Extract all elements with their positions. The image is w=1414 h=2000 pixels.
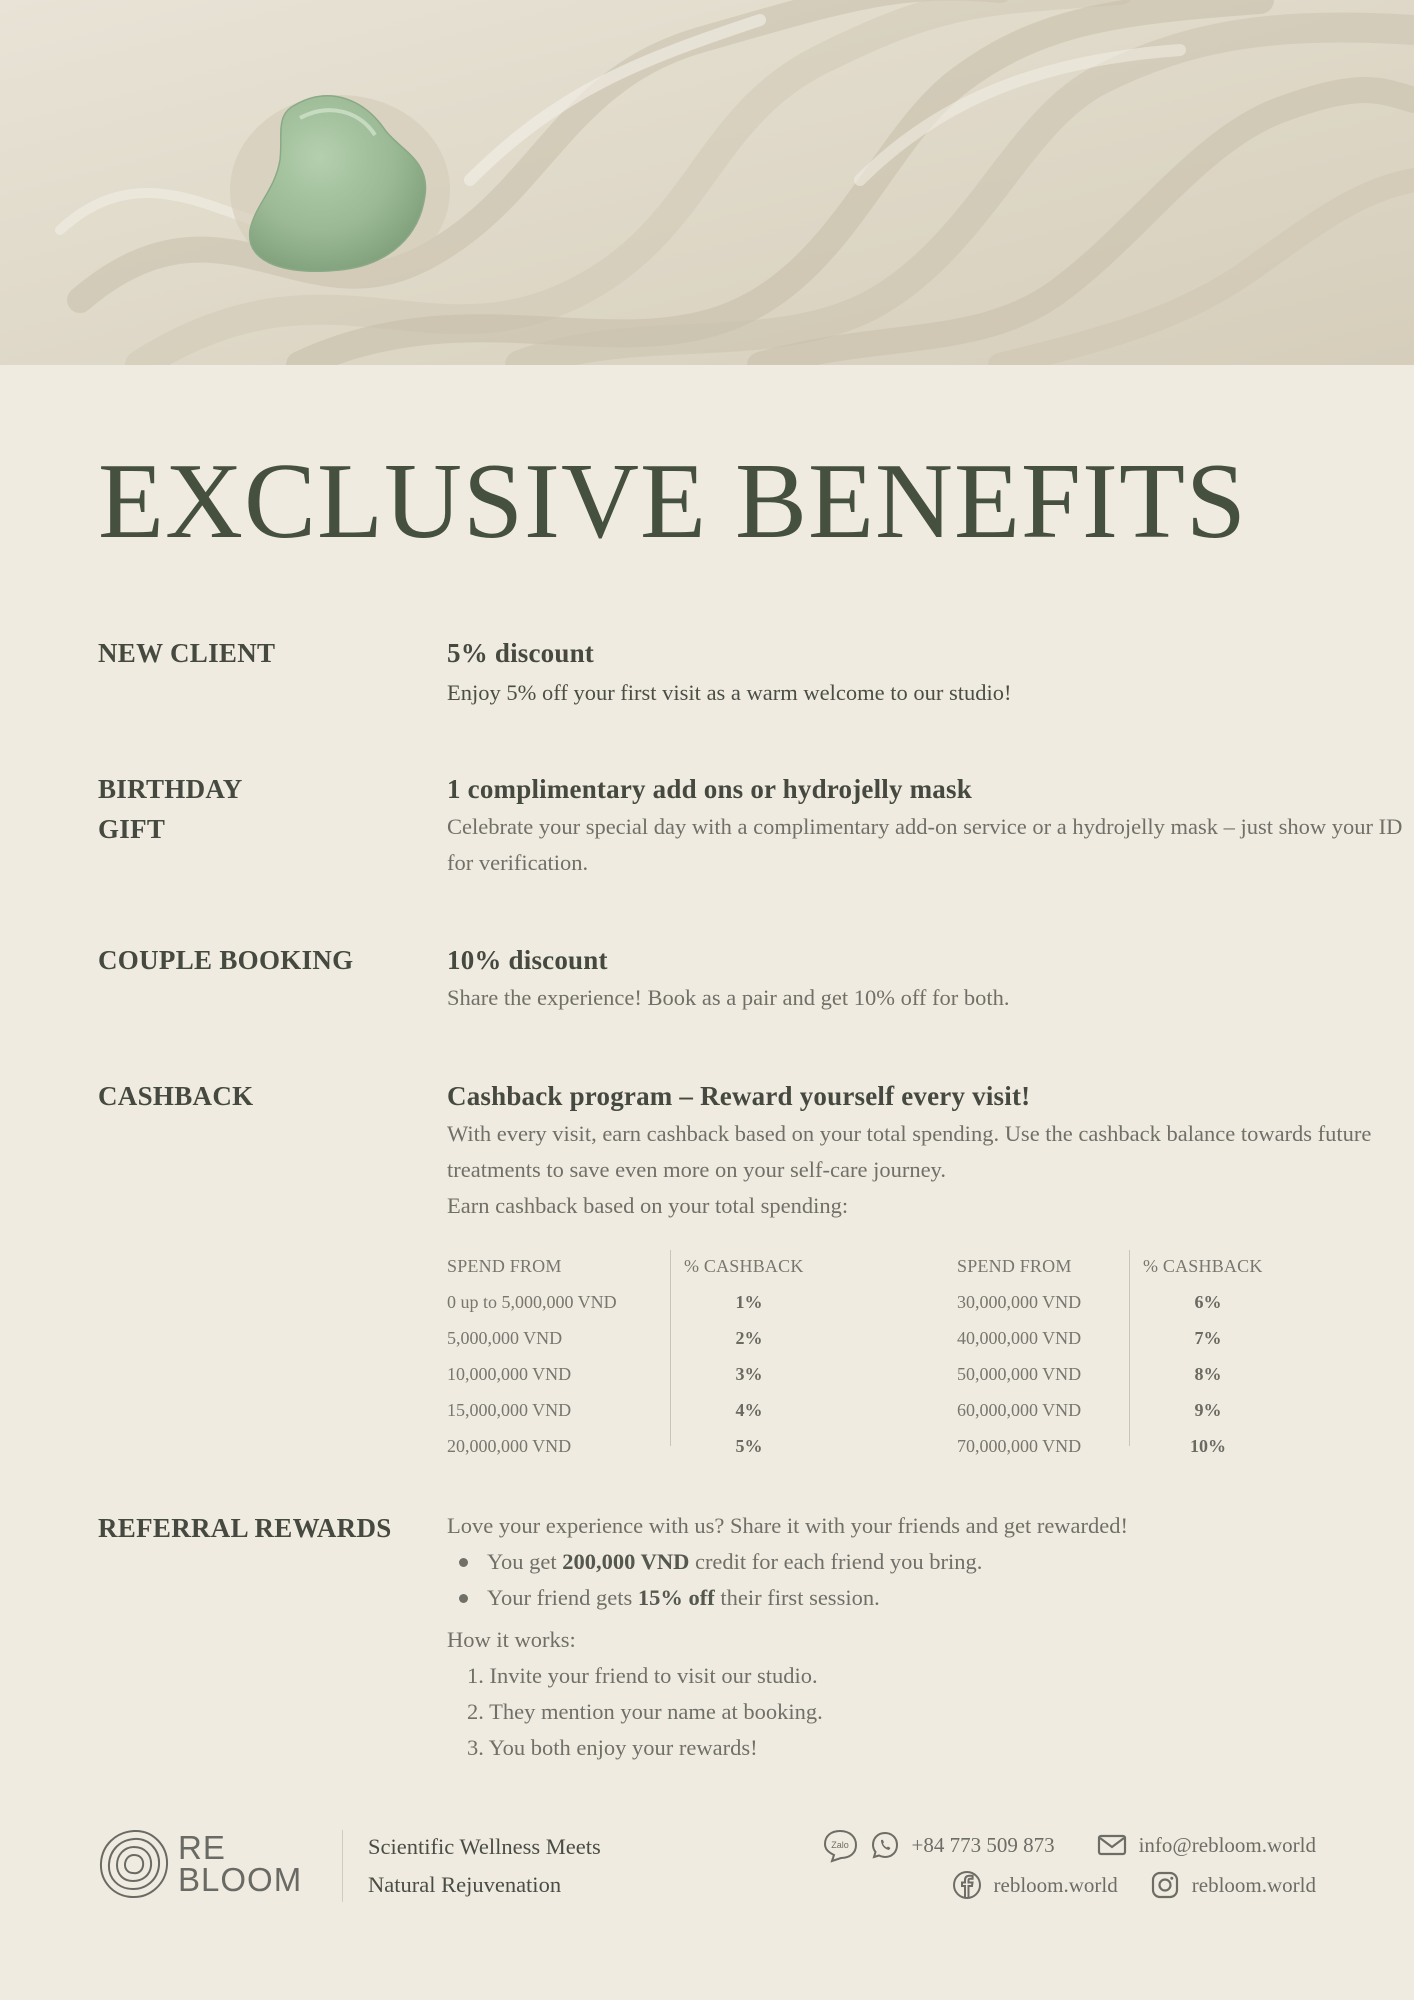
- table-cell: 70,000,000 VND: [957, 1436, 1082, 1456]
- email-link[interactable]: info@rebloom.world: [1138, 1832, 1316, 1857]
- table-cell: 1%: [735, 1292, 763, 1312]
- logo-line: BLOOM: [178, 1861, 303, 1898]
- column-header: SPEND FROM: [957, 1256, 1072, 1276]
- contact-row-1: [822, 1828, 1317, 1862]
- column-header: SPEND FROM: [447, 1256, 562, 1276]
- zalo-icon[interactable]: [822, 1827, 858, 1863]
- benefit-label: NEW CLIENT: [98, 638, 276, 668]
- benefit-description: Enjoy 5% off your first visit as a warm welcome to our studio!: [447, 680, 1012, 705]
- rebloom-logo-icon: [98, 1828, 170, 1900]
- table-cell: 0 up to 5,000,000 VND: [447, 1292, 617, 1312]
- benefit-headline: Cashback program – Reward yourself every visit!: [447, 1081, 1031, 1111]
- table-divider: [670, 1250, 671, 1446]
- table-cell: 10,000,000 VND: [447, 1364, 572, 1384]
- table-cell: 30,000,000 VND: [957, 1292, 1082, 1312]
- table-cell: 6%: [1194, 1292, 1222, 1312]
- benefit-headline: 10% discount: [447, 945, 608, 975]
- referral-intro: Love your experience with us? Share it with your friends and get rewarded!: [447, 1513, 1129, 1538]
- benefit-referral-rewards: [98, 1508, 1316, 1768]
- logo-line: RE: [178, 1829, 226, 1866]
- instagram-handle[interactable]: rebloom.world: [1191, 1872, 1316, 1897]
- table-cell: 8%: [1194, 1364, 1222, 1384]
- cashback-column-pct-right: [1143, 1248, 1293, 1464]
- list-item: You get 200,000 VND credit for each friend you bring.: [447, 1544, 1407, 1580]
- hero-image: [0, 0, 1414, 365]
- column-header: % CASHBACK: [684, 1256, 804, 1276]
- benefit-cashback: [98, 1076, 1372, 1456]
- table-cell: 40,000,000 VND: [957, 1328, 1082, 1348]
- highlight-text: 15% off: [637, 1585, 715, 1610]
- facebook-handle[interactable]: rebloom.world: [993, 1872, 1118, 1897]
- mail-icon[interactable]: [1097, 1833, 1127, 1857]
- table-cell: 3%: [735, 1364, 763, 1384]
- table-cell: 10%: [1190, 1436, 1226, 1456]
- whatsapp-icon[interactable]: [870, 1830, 900, 1860]
- footer: [98, 1828, 1316, 1908]
- list-item: 2. They mention your name at booking.: [467, 1699, 823, 1724]
- table-cell: 50,000,000 VND: [957, 1364, 1082, 1384]
- table-cell: 5,000,000 VND: [447, 1328, 563, 1348]
- how-it-works-title: How it works:: [447, 1627, 576, 1652]
- logo-wordmark: [178, 1829, 303, 1898]
- phone-number[interactable]: +84 773 509 873: [911, 1832, 1055, 1857]
- table-cell: 2%: [735, 1328, 763, 1348]
- benefit-description: With every visit, earn cashback based on your total spending. Use the cashback balance towards future treatments to save even more on your self-care journey.: [447, 1121, 1372, 1182]
- tagline: [368, 1828, 601, 1904]
- table-cell: 9%: [1194, 1400, 1222, 1420]
- cashback-column-pct-left: [684, 1248, 834, 1464]
- table-cell: 7%: [1194, 1328, 1222, 1348]
- table-cell: 5%: [735, 1436, 763, 1456]
- benefit-headline: 1 complimentary add ons or hydrojelly mask: [447, 774, 972, 804]
- list-item: 3. You both enjoy your rewards!: [467, 1735, 758, 1760]
- sand-stone-illustration: [0, 0, 1414, 365]
- referral-steps: [447, 1658, 1407, 1766]
- table-cell: 20,000,000 VND: [447, 1436, 572, 1456]
- list-item: 1. Invite your friend to visit our studio.: [467, 1663, 818, 1688]
- table-divider: [1129, 1250, 1130, 1446]
- benefit-label: BIRTHDAY GIFT: [98, 774, 242, 844]
- benefit-headline: 5% discount: [447, 638, 594, 668]
- instagram-icon[interactable]: [1150, 1870, 1180, 1900]
- benefit-label: REFERRAL REWARDS: [98, 1513, 392, 1543]
- contact-row-2: [952, 1868, 1316, 1902]
- cashback-column-spend-left: [447, 1248, 667, 1464]
- footer-divider: [342, 1830, 343, 1902]
- cashback-column-spend-right: [957, 1248, 1117, 1464]
- cashback-table: [447, 1248, 1327, 1456]
- table-cell: 60,000,000 VND: [957, 1400, 1082, 1420]
- tagline-line: Natural Rejuvenation: [368, 1872, 562, 1897]
- table-cell: 15,000,000 VND: [447, 1400, 572, 1420]
- benefit-description: Celebrate your special day with a complimentary add-on service or a hydrojelly mask – just show your ID for verification.: [447, 814, 1403, 875]
- list-item: Your friend gets 15% off their first session.: [447, 1580, 1407, 1616]
- column-header: % CASHBACK: [1143, 1256, 1263, 1276]
- referral-bullets: [447, 1544, 1407, 1616]
- benefit-description: Share the experience! Book as a pair and get 10% off for both.: [447, 985, 1010, 1010]
- facebook-icon[interactable]: [952, 1870, 982, 1900]
- table-cell: 4%: [735, 1400, 763, 1420]
- svg-text:Zalo: Zalo: [830, 1840, 849, 1850]
- benefit-label: COUPLE BOOKING: [98, 945, 354, 975]
- highlight-text: 200,000 VND: [562, 1549, 690, 1574]
- tagline-line: Scientific Wellness Meets: [368, 1834, 601, 1859]
- cashback-intro: Earn cashback based on your total spending:: [447, 1193, 849, 1218]
- page-title: EXCLUSIVE BENEFITS: [98, 442, 1247, 561]
- benefit-label: CASHBACK: [98, 1081, 254, 1111]
